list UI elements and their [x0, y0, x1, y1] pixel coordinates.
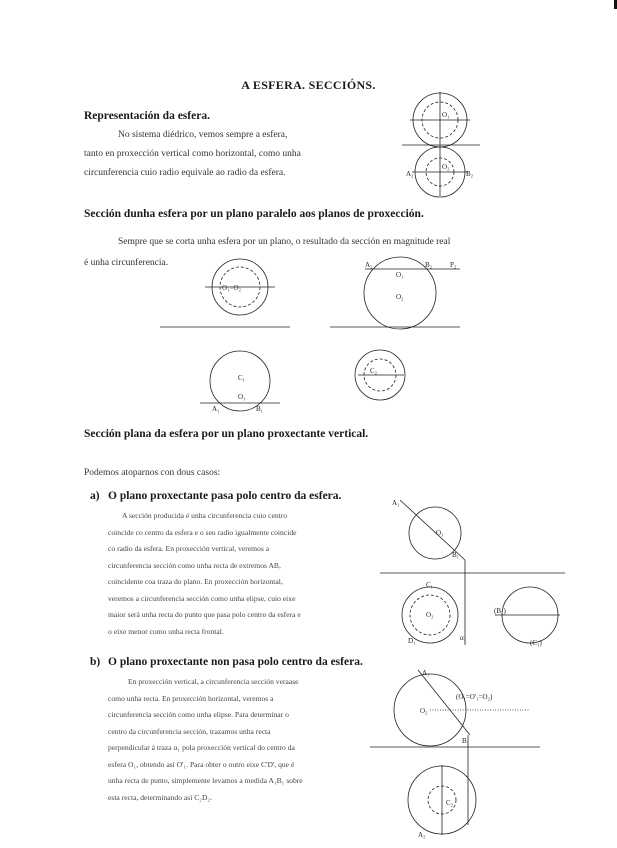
case-b-figure	[370, 665, 570, 840]
fig2-label-b1: B₁	[256, 405, 264, 413]
section2-line-1: Sempre que se corta unha esfera por un plano, o resultado da sección en magnitude real	[118, 237, 451, 247]
case-a-line-2: coincide co centro da esfera e o seu radio igualmente coincide	[108, 528, 297, 537]
fig1-label-o1: O₁	[442, 111, 450, 119]
case-a-line-4: circunferencia sección como unha recta de extremos AB,	[108, 561, 281, 570]
fig2-label-a2: A₂	[365, 261, 373, 269]
case-b-line-7: unha recta de punto, simplemente levamos a medida A₁B₁ sobre	[108, 776, 303, 785]
fig2-label-o1: O₁	[396, 271, 404, 279]
fig4-label-c2: C₂	[446, 799, 454, 807]
fig3-label-b1: B₁	[452, 551, 460, 559]
case-b-line-2: como unha recta. En proxección horizontal, veremos a	[108, 694, 274, 703]
fig2-label-c1: C₁	[238, 374, 246, 382]
fig2-label-b2: B₂	[425, 261, 433, 269]
fig2-label-o2: O₂	[396, 293, 404, 301]
fig3-label-d1: D₁	[408, 637, 416, 645]
fig2-label-o1b: O₁	[238, 393, 246, 401]
fig2-label-a1: A₁	[212, 405, 220, 413]
fig4-label-b1: B₁	[462, 737, 470, 745]
section1-line-2: tanto en proxección vertical como horizontal, como unha	[84, 149, 301, 159]
fig1-label-b2: B₂	[466, 170, 474, 178]
fig4-label-o1c: (O₁=O'₁=O₂)	[456, 693, 493, 701]
case-b-heading: O plano proxectante non pasa polo centro da esfera.	[108, 656, 363, 668]
case-a-line-6: veremos a circunferencia sección como unha elipse, cuio eixe	[108, 594, 296, 603]
case-a-marker: a)	[90, 490, 100, 502]
case-b-line-8: esta recta, determinando así C₂D₂.	[108, 793, 212, 802]
fig1-label-a2: A₂	[406, 170, 414, 178]
section2-heading: Sección dunha esfera por un plano paralelo aos planos de proxección.	[84, 208, 424, 220]
case-b-line-1: En proxección vertical, a circunferencia sección veraase	[128, 677, 299, 686]
case-a-line-1: A sección producida é unha circunferencia cuio centro	[122, 511, 288, 520]
section1-line-3: circunferencia cuio radio equivale ao radio da esfera.	[84, 168, 286, 178]
section3-heading: Sección plana da esfera por un plano proxectante vertical.	[84, 428, 369, 440]
section2-line-2: é unha circunferencia.	[84, 258, 169, 268]
fig2-label-o1o2: O₁=O₂	[222, 284, 241, 292]
fig3-label-alpha1: α₁	[460, 634, 467, 642]
fig3-label-o2: O₂	[426, 611, 434, 619]
fig3-label-b1p: (B₁)	[494, 607, 506, 615]
fig1-label-o2: O₂	[442, 163, 450, 171]
section1-line-1: No sistema diédrico, vemos sempre a esfera,	[118, 130, 288, 140]
fig3-label-o1: O₁	[436, 529, 444, 537]
page-title: A ESFERA. SECCIÓNS.	[241, 78, 376, 92]
case-b-line-5: perpendicular á traza α₁ pola proxección vertical do centro da	[108, 743, 295, 752]
section1-heading: Representación da esfera.	[84, 110, 210, 122]
sphere-representation-figure	[400, 90, 480, 190]
case-b-line-3: circunferencia sección como unha elipse. Para determinar o	[108, 710, 289, 719]
case-a-line-7: maior será unha recta do punto que pasa polo centro da esfera e	[108, 610, 301, 619]
fig3-label-c1: C₁	[426, 581, 434, 589]
case-a-heading: O plano proxectante pasa polo centro da esfera.	[108, 490, 342, 502]
section3-intro: Podemos atoparnos con dous casos:	[84, 468, 221, 478]
case-a-line-5: coincidente coa traza do plano. En proxección horizontal,	[108, 577, 283, 586]
fig3-label-c1p: (C₁)	[530, 639, 542, 647]
fig2-label-c2: C₂	[370, 367, 378, 375]
case-b-line-4: centro da circunferencia sección, trazamos unha recta	[108, 727, 271, 736]
fig2-label-p2: P₂	[450, 261, 457, 269]
case-a-figure	[380, 495, 570, 655]
fig3-label-a1: A₁	[392, 499, 400, 507]
parallel-section-figures	[160, 255, 480, 415]
case-b-marker: b)	[90, 656, 101, 668]
case-b-line-6: esfera O₁, obtendo así O'₁. Para obter o outro eixe C'D', que é	[108, 760, 295, 769]
case-a-line-8: o eixe menor como unha recta frontal.	[108, 627, 224, 636]
case-a-line-3: co radio da esfera. En proxección vertical, veremos a	[108, 544, 270, 553]
fig4-label-a2: A₂	[418, 831, 426, 839]
fig4-label-a1: A₁	[422, 669, 430, 677]
fig4-label-o2: O₂	[420, 707, 428, 715]
